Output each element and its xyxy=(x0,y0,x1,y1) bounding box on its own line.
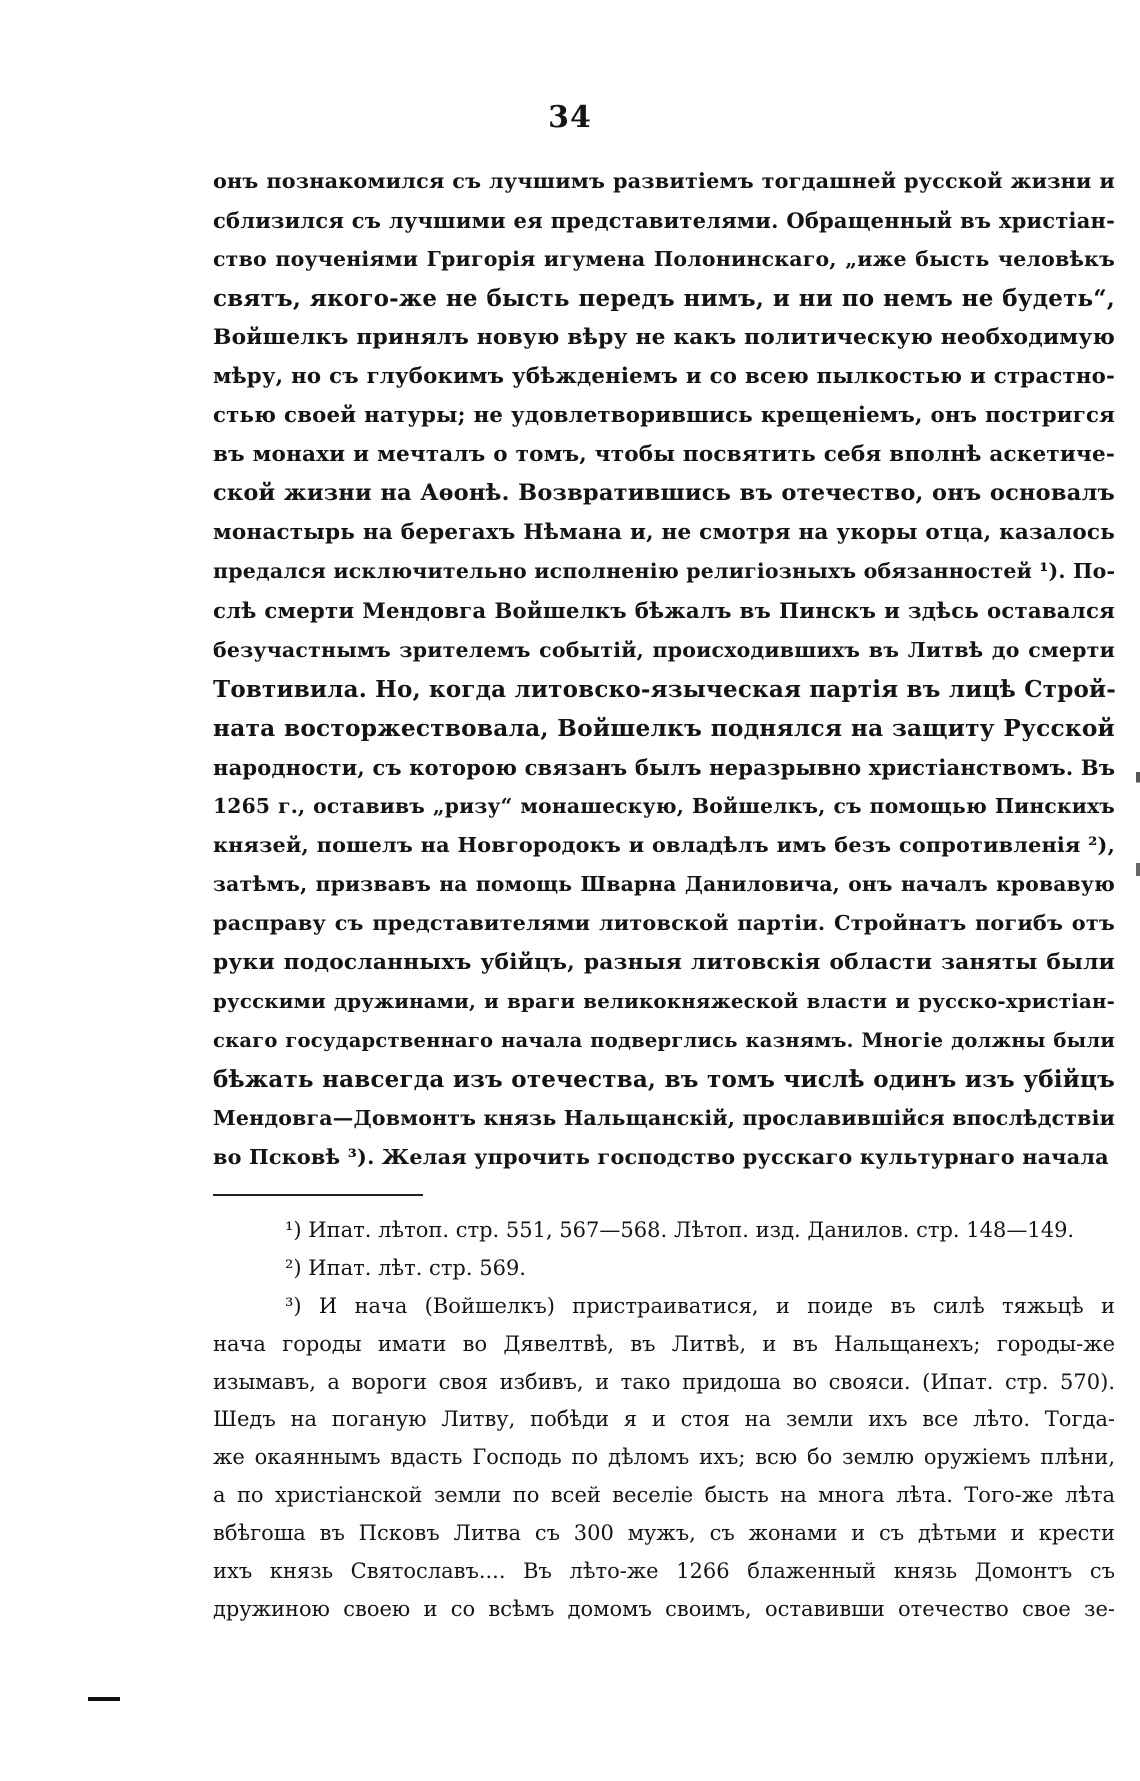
footnote-line: вбѣгоша въ Псковъ Литва съ 300 мужъ, съ жонами и съ дѣтьми и крести xyxy=(213,1521,1115,1546)
text-line: затѣмъ, призвавъ на помощь Шварна Даниловича, онъ началъ кровавую xyxy=(213,871,1115,896)
text-line: монастырь на берегахъ Нѣмана и, не смотря на укоры отца, казалось xyxy=(213,520,1115,546)
text-line: святъ, якого-же не бысть передъ нимъ, и ни по немъ не будеть“, xyxy=(213,285,1115,313)
footnote-2: ²) Ипат. лѣт. стр. 569. xyxy=(285,1255,526,1280)
text-line: сблизился съ лучшими ея представителями. Обращенный въ христіан- xyxy=(213,208,1115,234)
text-line: ство поученіями Григорія игумена Полонинскаго, „иже бысть человѣкъ xyxy=(213,247,1115,272)
text-line: Товтивила. Но, когда литовско-языческая партія въ лицѣ Строй- xyxy=(213,675,1117,703)
footnote-1: ¹) Ипат. лѣтоп. стр. 551, 567—568. Лѣтоп. изд. Данилов. стр. 148—149. xyxy=(285,1218,1075,1242)
footnote-line: же окаяннымъ вдасть Господь по дѣломъ ихъ; всю бо землю оружіемъ плѣни, xyxy=(213,1445,1115,1470)
text-line: Войшелкъ принялъ новую вѣру не какъ политическую необходимую xyxy=(213,325,1115,351)
text-line: народности, съ которою связанъ былъ неразрывно христіанствомъ. Въ xyxy=(213,754,1116,780)
text-line: слѣ смерти Мендовга Войшелкъ бѣжалъ въ Пинскъ и здѣсь оставался xyxy=(213,598,1115,624)
text-line: Мендовга—Довмонтъ князь Нальщанскій, прославившійся впослѣдствіи xyxy=(213,1106,1115,1131)
footnote-line: изымавъ, а вороги своя избивъ, и тако придоша во свояси. (Ипат. стр. 570). xyxy=(213,1369,1115,1394)
text-line: ната восторжествовала, Войшелкъ поднялся на защиту Русской xyxy=(213,714,1115,742)
footnotes xyxy=(213,1212,1115,1629)
text-line: расправу съ представителями литовской партіи. Стройнатъ погибъ отъ xyxy=(213,910,1115,935)
footnote-line: а по христіанской земли по всей веселіе бысть на многа лѣта. Того-же лѣта xyxy=(213,1483,1115,1508)
text-line: въ монахи и мечталъ о томъ, чтобы посвятить себя вполнѣ аскетиче- xyxy=(213,442,1115,468)
footnote-line: дружиною своею и со всѣмъ домомъ своимъ, оставивши отечество свое зе- xyxy=(213,1596,1115,1621)
text-line: стью своей натуры; не удовлетворившись крещеніемъ, онъ постригся xyxy=(213,403,1115,429)
text-line: бѣжать навсегда изъ отечества, въ томъ числѣ одинъ изъ убійцъ xyxy=(213,1066,1115,1094)
footnote-line: нача городы имати во Дявелтвѣ, въ Литвѣ, и въ Нальщанехъ; городы-же xyxy=(213,1331,1115,1356)
text-line: русскими дружинами, и враги великокняжеской власти и русско-христіан- xyxy=(213,988,1115,1013)
footnote-3: ³) И нача (Войшелкъ) пристраиватися, и поиде въ силѣ тяжьцѣ и xyxy=(285,1293,1115,1318)
text-line: предался исключительно исполненію религіозныхъ обязанностей ¹). По- xyxy=(213,559,1116,584)
footnote-line: ихъ князь Святославъ.... Въ лѣто-же 1266 блаженный князь Домонтъ съ xyxy=(213,1559,1115,1584)
text-line: руки подосланныхъ убійцъ, разныя литовскія области заняты были xyxy=(213,949,1115,975)
text-line: во Псковѣ ³). Желая упрочить господство русскаго культурнаго начала xyxy=(213,1145,1109,1170)
text-line: князей, пошелъ на Новгородокъ и овладѣлъ имъ безъ сопротивленія ²), xyxy=(213,832,1115,857)
text-line: ской жизни на Аѳонѣ. Возвратившись въ отечество, онъ основалъ xyxy=(213,480,1115,507)
footnote-line: Шедъ на поганую Литву, побѣди я и стоя на земли ихъ все лѣто. Тогда- xyxy=(213,1407,1115,1432)
text-line: 1265 г., оставивъ „ризу“ монашескую, Войшелкъ, съ помощью Пинскихъ xyxy=(213,793,1115,818)
text-line: безучастнымъ зрителемъ событій, происходившихъ въ Литвѣ до смерти xyxy=(213,637,1115,662)
page-number: 34 xyxy=(548,100,592,135)
margin-mark xyxy=(88,1697,120,1701)
footnote-separator xyxy=(213,1194,423,1196)
scan-edge-marks xyxy=(1136,720,1140,980)
text-line: онъ познакомился съ лучшимъ развитіемъ тогдашней русской жизни и xyxy=(213,169,1115,193)
text-line: мѣру, но съ глубокимъ убѣжденіемъ и со всею пылкостью и страстно- xyxy=(213,364,1115,390)
main-text xyxy=(213,162,1115,1177)
text-line: скаго государственнаго начала подверглись казнямъ. Многіе должны были xyxy=(213,1029,1115,1053)
